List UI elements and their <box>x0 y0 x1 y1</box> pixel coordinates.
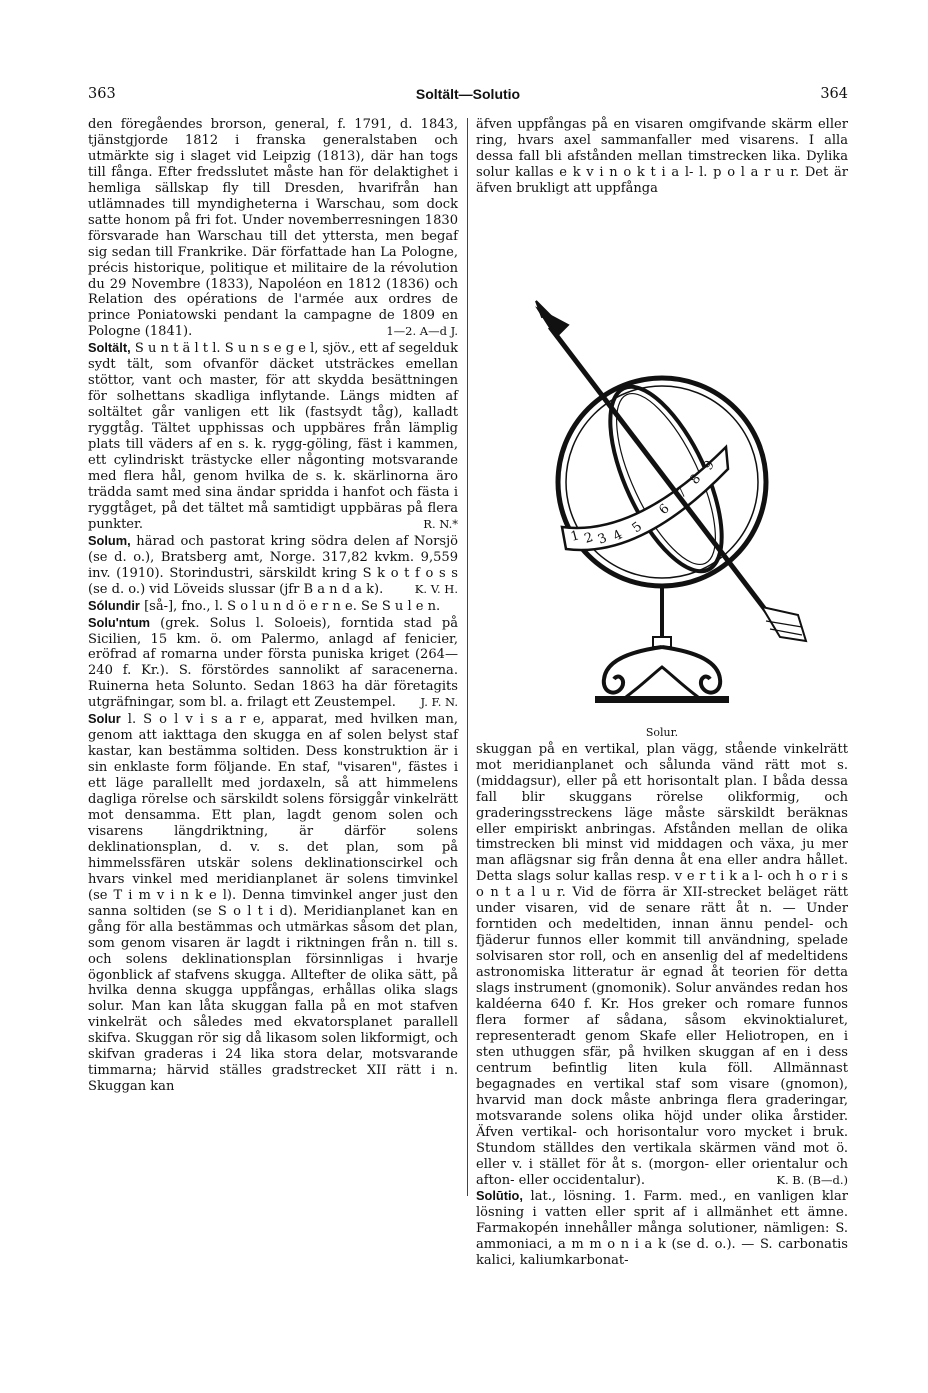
entry-headword: Solum, <box>88 532 131 548</box>
figure-caption: Solur. <box>645 725 679 739</box>
column-divider <box>467 118 468 1196</box>
entry-soluntum <box>88 615 458 712</box>
entry-text: [så-], fno., l. S o l u n d ö e r n e. Se S u l e n. <box>144 598 441 614</box>
author-signature: R. N.* <box>423 516 458 531</box>
entry-headword: Sólundir <box>88 597 140 613</box>
entry-solutio <box>476 1188 848 1269</box>
dial-number: 5 <box>629 518 646 537</box>
entry-text: äfven uppfångas på en visaren omgifvande skärm eller ring, hvars axel sammanfaller med visarens. I alla dessa fall bli afstånden mellan timstrecken lika. Dylika solur kallas e k v i n o k t i a l- l. p o l a r u r. Det är äfven brukligt att uppfånga <box>476 117 848 196</box>
dial-number: 3 <box>595 530 610 548</box>
page-number-right: 364 <box>820 86 848 102</box>
dial-number: 1 <box>569 527 582 545</box>
entry-continuation <box>88 117 458 340</box>
author-signature: K. V. H. <box>414 581 458 596</box>
author-signature: 1—2. A—d J. <box>386 324 458 339</box>
entry-text: skuggan på en vertikal, plan vägg, stående vinkelrätt mot meridianplanet och sålunda vänd rätt mot s. (middagsur), eller på ett horisontalt plan. I båda dessa fall blir skuggans rörelse olikformig, och graderingsstreckens läge måste särskildt beräknas eller empiriskt anbringas. Afstånden mellan de olika timstrecken bli minst vid middagen och växa, ju mer man aflägsnar sig från denna åt ena eller andra hållet. Detta slags solur kallas resp. v e r t i k a l- och h o r i s o n t a l u r. Vid de förra är XII-strecket beläget rätt under visaren, vid de senare rätt åt n. — Under forntiden och medeltiden, innan ännu pendel- och fjäderur funnos eller kommit till användning, spelade solvisaren stor roll, och en ansenlig del af medeltidens astronomiska litteratur är egnad åt teorien för detta slags instrument (gnomonik). Solur användes redan hos kaldéerna 640 f. Kr. Hos greker och romare funnos flera former af sådana, såsom ekvinoktialuret, representeradt genom Skafe eller Heliotropen, en i sten uthuggen sfär, på hvilken skuggan af en i dess centrum befintlig liten kula föll. Allmännast begagnades en vertikal staf som visare (gnomon), hvarvid man dock måste anbringa flera graderingar, motsvarande solens olika höjd under olika årstider. Äfven vertikal- och horisontalur voro mycket i bruk. Stundom ställdes den vertikala skärmen vänd mot ö. eller v. i stället för åt s. (morgon- eller orientalur och afton- eller occidentalur). <box>476 741 848 1188</box>
dial-number: 2 <box>582 529 596 547</box>
left-column <box>88 117 458 1095</box>
entry-text: den föregåendes brorson, general, f. 1791, d. 1843, tjänstgjorde 1812 i franska generalstaben och utmärkte sig i slaget vid Leipzig (1813), där han togs till fånga. Efter fredsslutet måste han för delaktighet i hemliga sällskap fly till Dresden, hvarifrån han utlämnades till myndigheterna i Warschau, som dock satte honom på fri fot. Under novemberresningen 1830 försvarade han Warschau till det yttersta, men begaf sig sedan till Frankrike. Där författade han La Pologne, précis historique, politique et militaire de la révolution du 29 Novembre (1833), Napoléon en 1812 (1836) och Relation des opérations de l'armée aux ordres de prince Poniatowski pendant la campagne de 1809 en Pologne (1841). <box>88 117 458 340</box>
entry-text: l. S o l v i s a r e, apparat, med hvilken man, genom att iakttaga den skugga en af solen belyst staf kastar, kan bestämma soltiden. Dess konstruktion är i sin enklaste form följande. En staf, "visaren", fästes i ett läge parallellt med jordaxeln, så att himmelens dagliga rörelse och särskildt solens försiggår vinkelrätt mot densamma. Ett plan, lagdt genom solen och visarens längdriktning, är därför solens deklinationsplan, d. v. s. det plan, som på himmelssfären utskär solens deklinationscirkel och hvars vinkel med meridianplanet är solens timvinkel (se T i m v i n k e l). Denna timvinkel anger just den sanna soltiden (se S o l t i d). Meridianplanet kan en gång för alla bestämmas och utmärkas såsom det plan, som genom visaren är lagdt i riktningen från n. till s. och solens deklinationsplan försinnligas i hvarje ögonblick af stafvens skugga. Alltefter de olika sätt, på hvilka denna skugga uppfångas, erhållas olika slags solur. Man kan låta skuggan falla på en mot stafven vinkelrät och således med ekvatorsplanet parallell skifva. Skuggan rör sig då likasom solen likformigt, och skifvan graderas i 24 lika stora delar, motsvarande timmarna; härvid ställes gradstrecket XII rätt i n. Skuggan kan <box>88 712 459 1095</box>
entry-solundir <box>88 598 458 615</box>
armillary-sundial-illustration <box>476 197 848 742</box>
entry-solur <box>88 711 458 1095</box>
entry-solum <box>88 533 458 598</box>
dial-number: 8 <box>687 471 705 488</box>
entry-text: S u n t ä l t l. S u n s e g e l, sjöv., ett af segelduk sydt tält, som ofvanför däcket utsträckes emellan stöttor, vant och master, för att skydda besättningen för solhettans skadliga inflytande. Längs midten af soltältet går vanligen ett lik (fastsydt tåg), kalladt ryggtåg. Tältet upphissas och uppbäres från lämplig plats till väders af en s. k. rygg-göling, fäst i kammen, ett cylindriskt trästycke eller någonting motsvarande med flera hål, genom hvilka de s. k. skärlinorna äro trädda samt med sina ändar spridda i hanfot och fästa i ryggtåget, på det tältet må samtidigt uppbäras på flera punkter. <box>88 341 458 532</box>
author-signature: J. F. N. <box>420 695 458 710</box>
dial-number: 9 <box>700 457 718 474</box>
entry-continuation-2 <box>476 742 848 1189</box>
right-column <box>476 117 848 1269</box>
entry-headword: Soltält, <box>88 340 131 356</box>
author-signature: K. B. (B—d.) <box>776 1172 848 1187</box>
dial-number: 6 <box>656 501 673 518</box>
entry-headword: Solu'ntum <box>88 614 151 630</box>
entry-soltalt <box>88 340 458 532</box>
entry-headword: Solur <box>88 711 121 727</box>
entry-text: lat., lösning. 1. Farm. med., en vanligen klar lösning i vatten eller sprit af i allmänhet ett ämne. Farmakopén innehåller många solutioner, nämligen: S. ammoniaci, a m m o n i a k (se d. o.). — S. carbonatis kalici, kaliumkarbonat- <box>476 1189 848 1269</box>
page-number-left: 363 <box>88 86 116 102</box>
entry-continuation <box>476 117 848 197</box>
dial-number: 7 <box>673 485 691 502</box>
running-title: Soltält—Solutio <box>415 86 521 102</box>
dial-number: 4 <box>610 527 626 545</box>
page-header <box>88 86 848 108</box>
entry-text: härad och pastorat kring södra delen af Norsjö (se d. o.), Bratsberg amt, Norge. 317,82 kvkm. 9,559 inv. (1910). Storindustri, särskildt kring S k o t f o s s (se d. o.) vid Löveids slussar (jfr B a n d a k). <box>88 533 458 597</box>
entry-text: (grek. Solus l. Soloeis), forntida stad på Sicilien, 15 km. ö. om Palermo, anlagd af fenicier, eröfrad af romarna under första puniska kriget (264—240 f. Kr.). S. förstördes sannolikt af saracenerna. Ruinerna heta Solunto. Sedan 1863 ha där företagits utgräfningar, som bl. a. frilagt ett Zeustempel. <box>88 615 458 711</box>
entry-headword: Solūtio, <box>476 1188 523 1204</box>
sundial-figure <box>476 197 848 742</box>
